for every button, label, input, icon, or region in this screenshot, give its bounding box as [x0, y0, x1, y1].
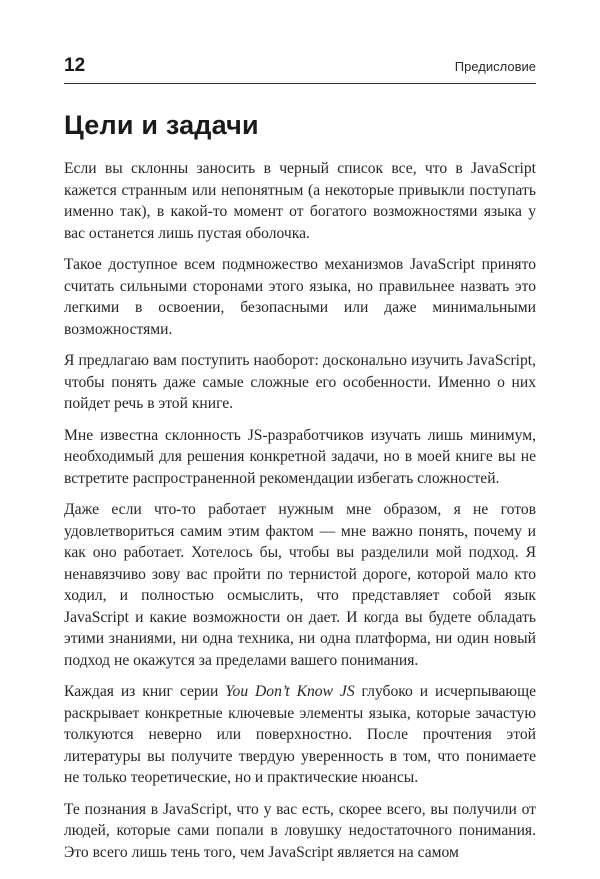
section-name: Предисловие	[454, 59, 536, 74]
running-header	[64, 55, 536, 81]
paragraph-7: Те познания в JavaScript, что у вас есть, скорее всего, вы получили от людей, которые сами попали в ловушку недостаточного понимания. Это всего лишь тень того, чем JavaScript является на самом	[64, 800, 536, 861]
section-title: Цели и задачи	[64, 110, 259, 140]
paragraph-6-before: Каждая из книг серии	[64, 683, 226, 700]
header-rule	[64, 83, 536, 84]
paragraph-2: Такое доступное всем подмножество механизмов JavaScript принято считать сильными сторонами этого языка, но правильнее назвать это легкими в освоении, безопасными или даже минимальными возможностями.	[64, 256, 536, 338]
paragraph-5: Даже если что-то работает нужным мне образом, я не готов удовлетвориться самим этим фактом — мне важно понять, почему и как оно работает. Хотелось бы, чтобы вы разделили мой подход. Я ненавязчиво зову вас пройти по тернистой дороге, которой мало кто ходил, и полностью осмыслить, что представляет собой язык JavaScript и какие возможности он дает. И когда вы будете обладать этими знаниями, ни одна техника, ни одна платформа, ни один новый подход не окажутся за пределами вашего понимания.	[64, 501, 536, 669]
book-series-title: You Don’t Know JS	[225, 683, 355, 700]
paragraph-6	[64, 681, 536, 789]
paragraph-1: Если вы склонны заносить в черный список все, что в JavaScript кажется странным или непонятным (а некоторые привыкли поступать именно так), в какой-то момент от богатого возможностями языка у вас останется лишь пустая оболочка.	[64, 160, 536, 242]
page-number: 12	[64, 55, 86, 76]
body-text	[64, 158, 536, 873]
paragraph-4: Мне известна склонность JS-разработчиков изучать лишь минимум, необходимый для решения конкретной задачи, но в моей книге вы не встретите распространенной рекомендации избегать сложностей.	[64, 426, 536, 487]
paragraph-6-after: глубоко и исчерпывающе раскрывает конкретные ключевые элементы языка, которые зачастую толкуются неверно или поверхностно. После прочтения этой литературы вы получите твердую уверенность в том, что понимаете не только теоретические, но и практические нюансы.	[64, 683, 537, 786]
paragraph-3: Я предлагаю вам поступить наоборот: досконально изучить JavaScript, чтобы понять даже самые сложные его особенности. Именно о них пойдет речь в этой книге.	[64, 352, 536, 412]
